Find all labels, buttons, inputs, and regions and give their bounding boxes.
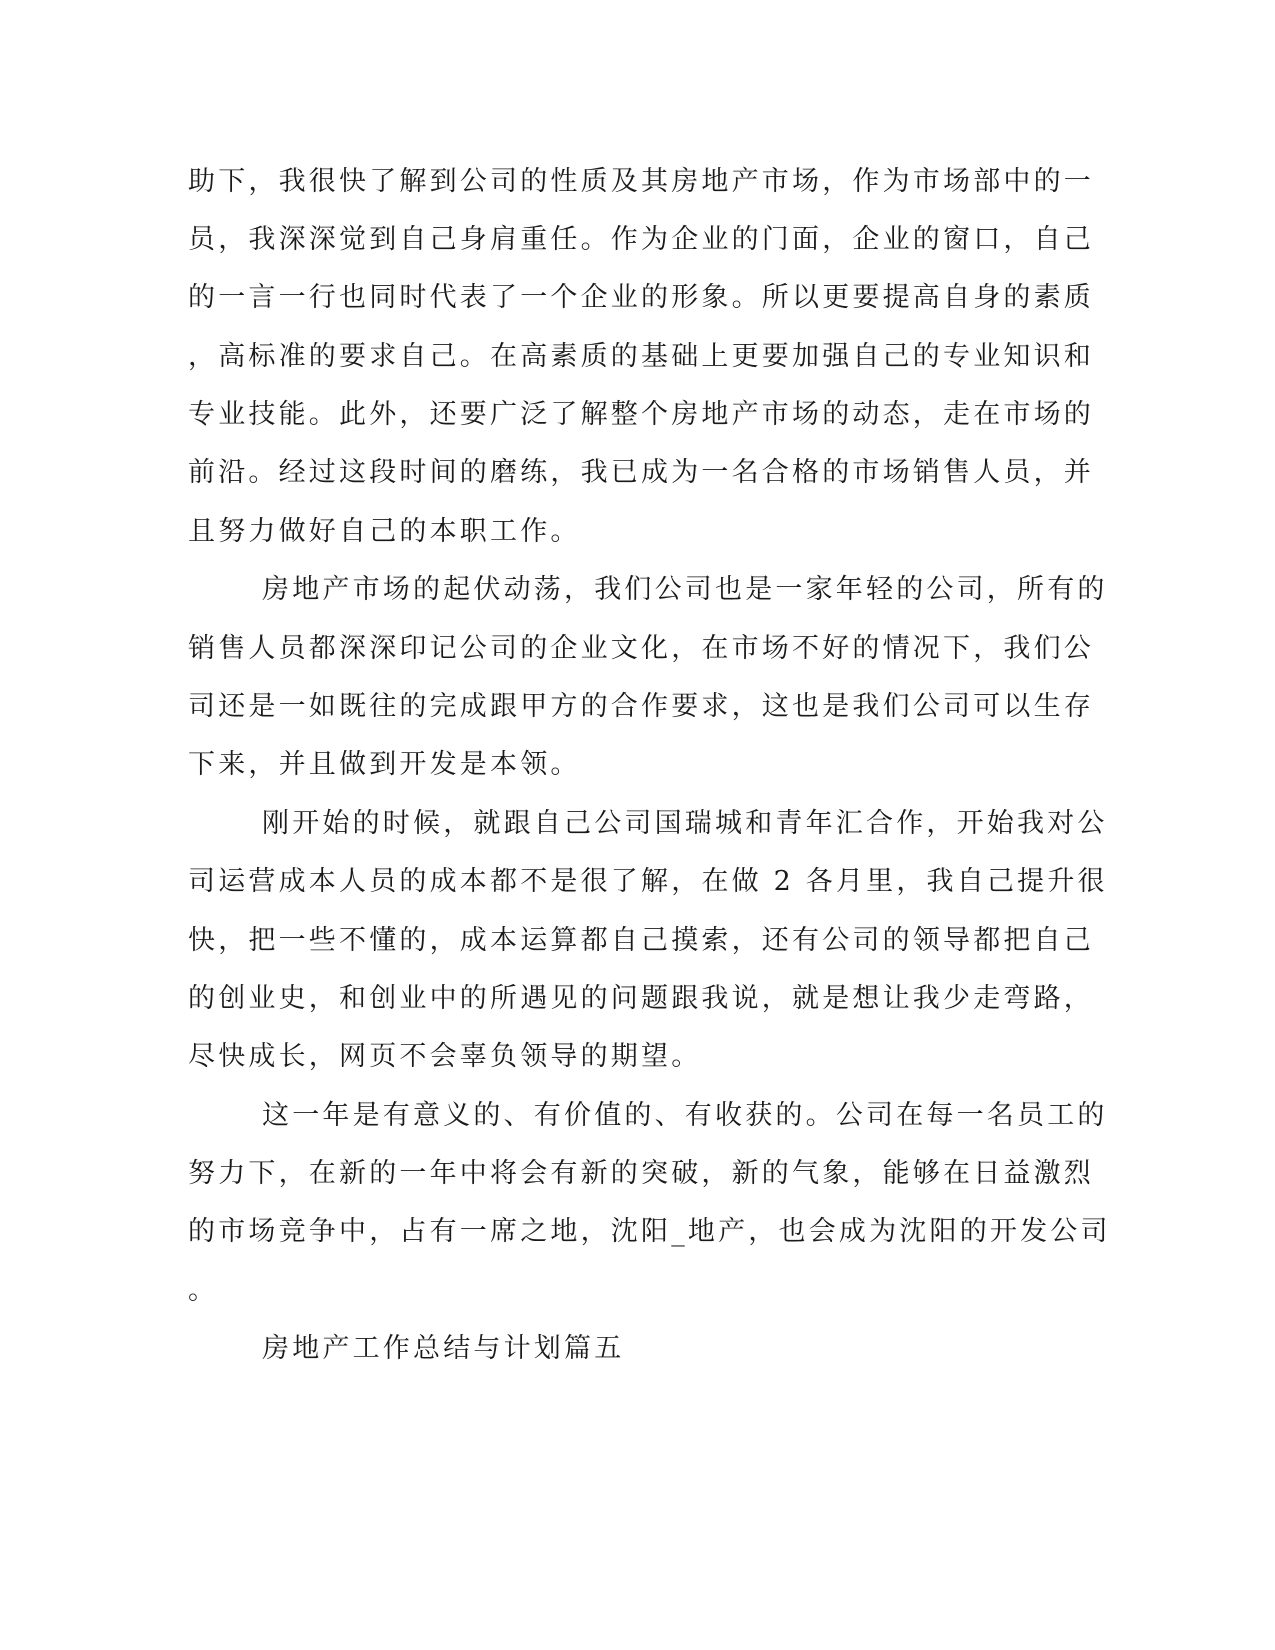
paragraph-1-line-4: ，高标准的要求自己。在高素质的基础上更要加强自己的专业知识和: [188, 341, 1094, 372]
paragraph-3-line-1: 刚开始的时候，就跟自己公司国瑞城和青年汇合作，开始我对公: [262, 808, 1108, 839]
paragraph-2-line-1: 房地产市场的起伏动荡，我们公司也是一家年轻的公司，所有的: [262, 574, 1108, 605]
paragraph-3-line-5: 尽快成长，网页不会辜负领导的期望。: [188, 1041, 702, 1072]
paragraph-1-line-2: 员，我深深觉到自己身肩重任。作为企业的门面，企业的窗口，自己: [188, 224, 1094, 255]
paragraph-4-line-4: 。: [188, 1275, 219, 1306]
paragraph-1-line-6: 前沿。经过这段时间的磨练，我已成为一名合格的市场销售人员，并: [188, 457, 1094, 488]
paragraph-4-line-2: 努力下，在新的一年中将会有新的突破，新的气象，能够在日益激烈: [188, 1158, 1094, 1189]
paragraph-1-line-1: 助下，我很快了解到公司的性质及其房地产市场，作为市场部中的一: [188, 166, 1094, 197]
paragraph-4-line-1: 这一年是有意义的、有价值的、有收获的。公司在每一名员工的: [262, 1100, 1108, 1131]
paragraph-2-line-3: 司还是一如既往的完成跟甲方的合作要求，这也是我们公司可以生存: [188, 691, 1094, 722]
paragraph-1-line-5: 专业技能。此外，还要广泛了解整个房地产市场的动态，走在市场的: [188, 399, 1094, 430]
paragraph-3-line-2: 司运营成本人员的成本都不是很了解，在做 2 各月里，我自己提升很: [188, 866, 1108, 897]
paragraph-1-line-3: 的一言一行也同时代表了一个企业的形象。所以更要提高自身的素质: [188, 282, 1094, 313]
section-heading: 房地产工作总结与计划篇五: [262, 1333, 625, 1364]
paragraph-1-line-7: 且努力做好自己的本职工作。: [188, 516, 581, 547]
paragraph-2-line-2: 销售人员都深深印记公司的企业文化，在市场不好的情况下，我们公: [188, 633, 1094, 664]
paragraph-2-line-4: 下来，并且做到开发是本领。: [188, 749, 581, 780]
paragraph-3-line-3: 快，把一些不懂的，成本运算都自己摸索，还有公司的领导都把自己: [188, 925, 1094, 956]
paragraph-3-line-4: 的创业史，和创业中的所遇见的问题跟我说，就是想让我少走弯路，: [188, 983, 1094, 1014]
paragraph-4-line-3: 的市场竞争中，占有一席之地，沈阳_地产，也会成为沈阳的开发公司: [188, 1216, 1111, 1247]
